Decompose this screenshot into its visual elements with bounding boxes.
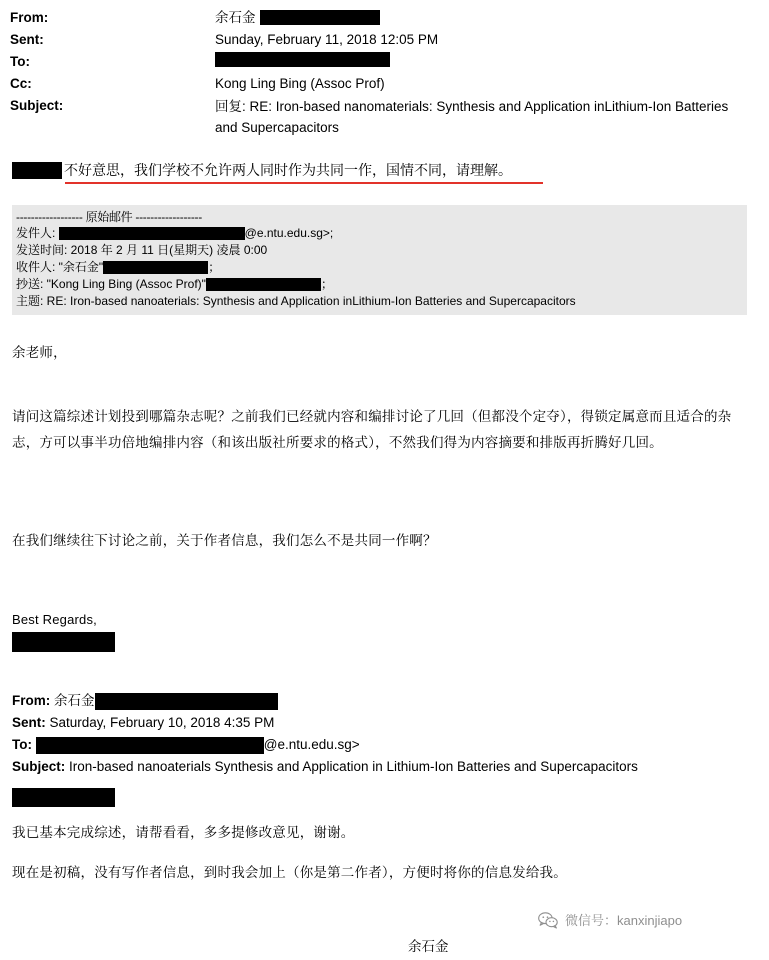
redaction-bar-quoted-to: [103, 261, 208, 274]
reply-message-line: [12, 160, 512, 180]
redaction-bar-from: [260, 10, 380, 25]
body-paragraph-2: 在我们继续往下讨论之前，关于作者信息，我们怎么不是共同一作啊？: [12, 533, 437, 548]
forwarded-header: [12, 690, 752, 778]
quoted-from-label: 发件人:: [16, 226, 59, 240]
forwarded-label-sent: Sent:: [12, 715, 50, 730]
header-row-subject: [10, 96, 755, 138]
forwarded-closing-name: 余石金: [408, 939, 449, 954]
quoted-date-row: 发送时间: 2018 年 2 月 11 日(星期天) 凌晨 0:00: [16, 243, 268, 257]
header-value-from: [215, 8, 380, 27]
redaction-bar-fwd-from: [95, 693, 278, 710]
header-row-from: [10, 8, 755, 27]
quoted-cc-suffix: ；: [320, 277, 333, 291]
forwarded-from-name: 余石金: [54, 693, 95, 708]
redaction-bar-quoted-cc: [206, 278, 321, 291]
forwarded-paragraph-1: 我已基本完成综述，请帮看看，多多提修改意见，谢谢。: [12, 825, 355, 840]
forwarded-row-subject: [12, 756, 752, 778]
body-closing: Best Regards,: [12, 612, 97, 627]
forwarded-to-suffix: @e.ntu.edu.sg>: [263, 737, 360, 752]
cc-name: Kong Ling Bing (Assoc Prof): [215, 76, 385, 91]
quoted-to-suffix: ；: [208, 260, 221, 274]
quoted-from-suffix: @e.ntu.edu.sg>;: [244, 226, 334, 240]
wechat-icon: [538, 912, 558, 929]
header-value-sent: [215, 30, 438, 49]
header-label-cc: Cc:: [10, 76, 32, 91]
email-header: [10, 8, 755, 141]
watermark-text: 微信号：kanxinjiapo: [565, 913, 683, 928]
redaction-bar-quoted-from: [59, 227, 245, 240]
quoted-from-row: [16, 225, 743, 242]
quoted-original-header: [12, 205, 747, 315]
forwarded-row-sent: [12, 712, 752, 734]
header-row-to: [10, 52, 755, 71]
from-name: 余石金: [215, 10, 256, 25]
quoted-to-label: 收件人: "余石金": [16, 260, 104, 274]
body-paragraph-1: 请问这篇综述计划投到哪篇杂志呢？之前我们已经就内容和编排讨论了几回（但都没个定夺），得锁定属意而且适合的杂志，方可以事半功倍地编排内容（和该出版社所要求的格式），不然我们得为内容摘要和排版再折腾好几回。: [12, 409, 732, 450]
header-value-subject: 回复: RE: Iron-based nanomaterials: Synthesis and Application inLithium-Ion Batteries and Supercapacitors: [215, 99, 729, 135]
reply-message-text: 不好意思，我们学校不允许两人同时作为共同一作，国情不同，请理解。: [64, 162, 512, 178]
watermark: [538, 912, 682, 929]
redaction-bar-to: [215, 52, 390, 67]
redaction-bar-signature: [12, 632, 115, 652]
forwarded-label-to: To:: [12, 737, 36, 752]
header-value-cc: [215, 74, 385, 93]
forwarded-label-subject: Subject:: [12, 759, 70, 774]
forwarded-row-from: [12, 690, 752, 712]
body-greeting: 余老师，: [12, 345, 67, 360]
redaction-bar-reply: [12, 162, 62, 179]
reply-underline: [65, 182, 543, 184]
header-row-cc: [10, 74, 755, 93]
redaction-bar-signature-2: [12, 788, 115, 807]
quoted-cc-label: 抄送: "Kong Ling Bing (Assoc Prof)": [16, 277, 206, 291]
header-label-from: From:: [10, 10, 49, 25]
forwarded-label-from: From:: [12, 693, 54, 708]
header-row-sent: [10, 30, 755, 49]
forwarded-sent-date: Saturday, February 10, 2018 4:35 PM: [49, 715, 275, 730]
header-label-sent: Sent:: [10, 32, 44, 47]
forwarded-paragraph-2: 现在是初稿，没有写作者信息，到时我会加上（你是第二作者），方便时将你的信息发给我。: [12, 865, 567, 880]
redaction-bar-fwd-to: [36, 737, 264, 754]
header-label-subject: Subject:: [10, 98, 64, 113]
quoted-cc-row: [16, 276, 743, 293]
header-value-to: [215, 52, 390, 67]
quoted-to-row: [16, 259, 743, 276]
header-label-to: To:: [10, 54, 30, 69]
forwarded-row-to: [12, 734, 752, 756]
sent-date: Sunday, February 11, 2018 12:05 PM: [215, 32, 439, 47]
quoted-separator: ------------------ 原始邮件 ------------------: [16, 210, 202, 224]
forwarded-subject-value: Iron-based nanoaterials Synthesis and Application in Lithium-Ion Batteries and Supercapacitors: [69, 759, 638, 774]
quoted-subject-row: 主题: RE: Iron-based nanoaterials: Synthesis and Application inLithium-Ion Batteries and Supercapacitors: [16, 294, 576, 308]
